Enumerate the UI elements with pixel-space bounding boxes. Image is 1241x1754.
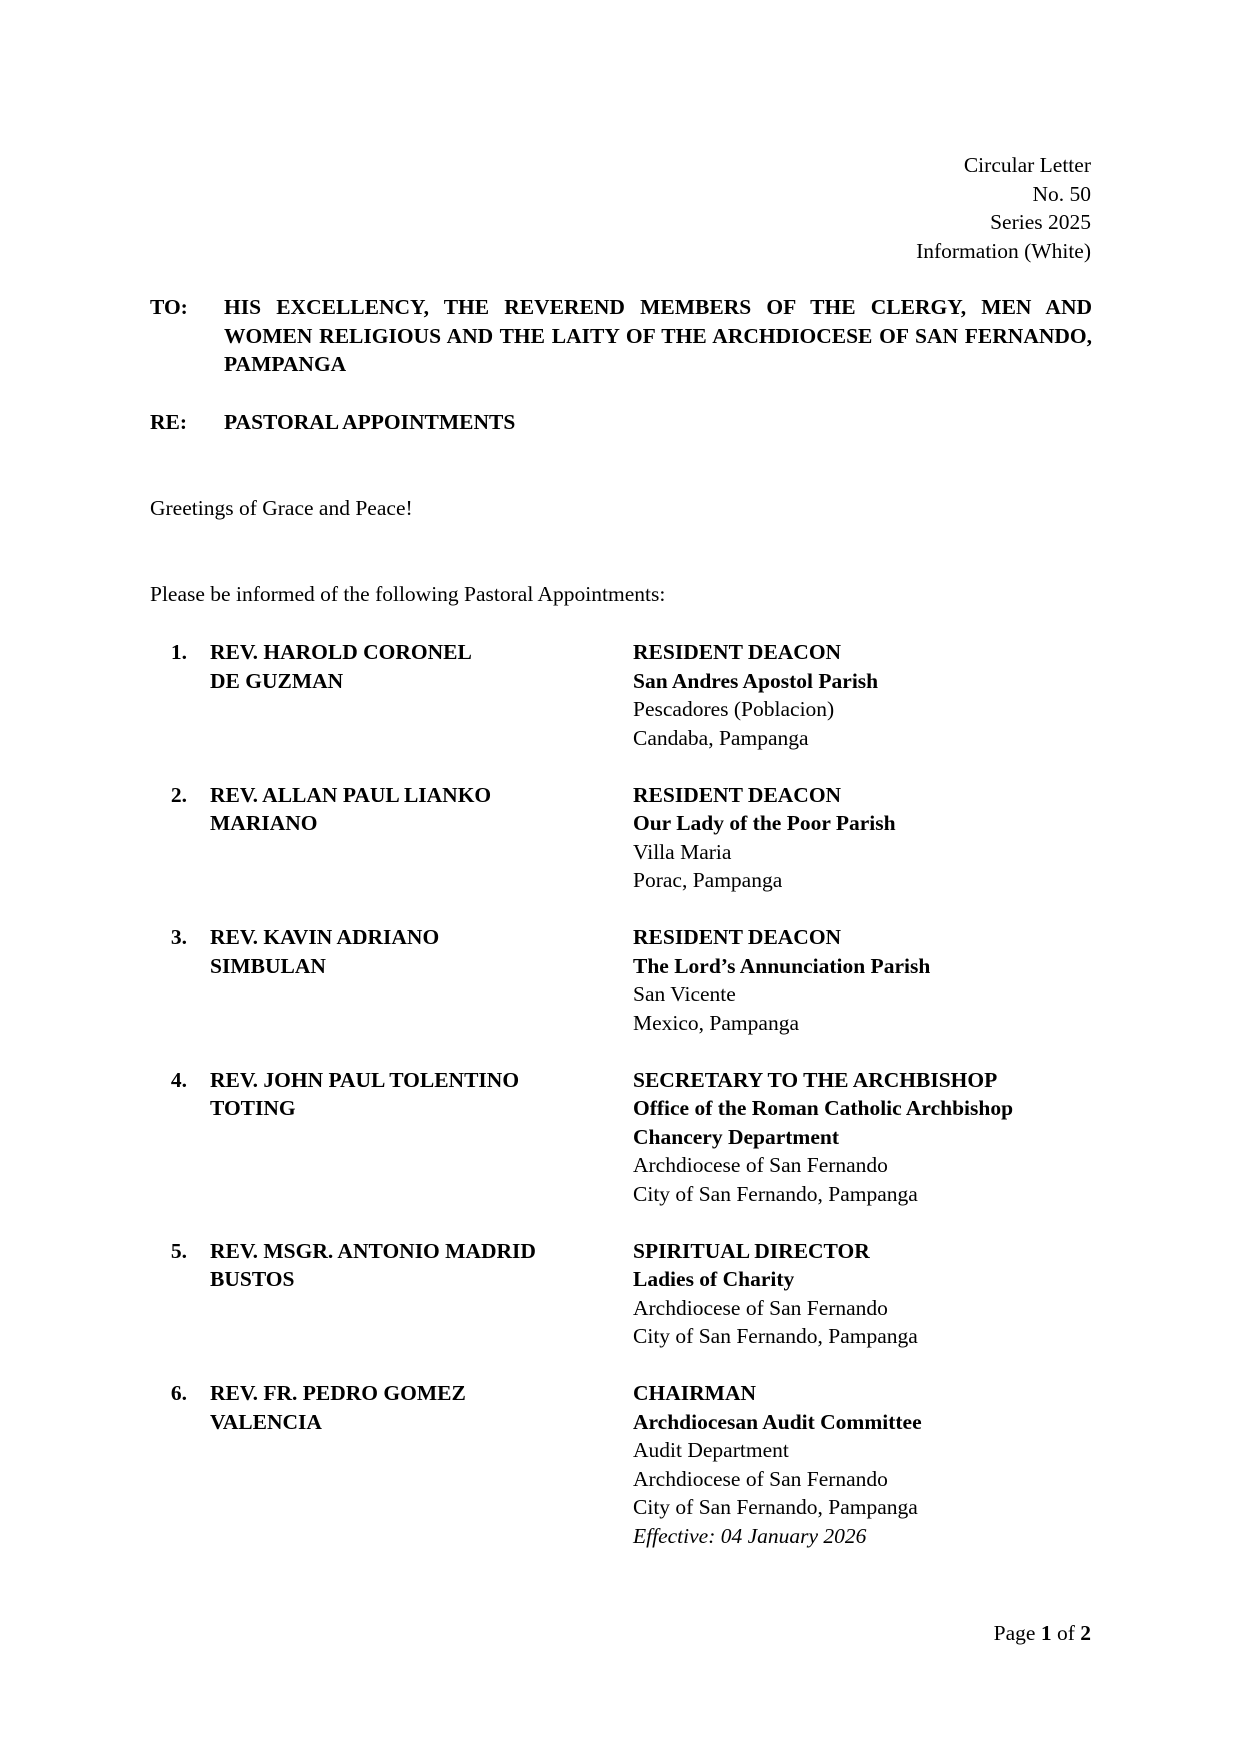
appointment-number: 3. bbox=[170, 925, 187, 949]
assignment-address-line: Porac, Pampanga bbox=[633, 868, 783, 892]
appointee-name bbox=[210, 923, 633, 1037]
appointments-list bbox=[150, 638, 1092, 1579]
appointee-name-line: REV. MSGR. ANTONIO MADRID bbox=[210, 1238, 536, 1263]
circular-letter-title: Circular Letter bbox=[963, 153, 1091, 177]
greeting: Greetings of Grace and Peace! bbox=[150, 496, 413, 520]
assignment-address-line: Mexico, Pampanga bbox=[633, 1010, 799, 1035]
assignment-address-line: City of San Fernando, Pampanga bbox=[633, 1181, 918, 1206]
appointment-number: 2. bbox=[170, 782, 187, 807]
assignment-address-line: Pescadores (Poblacion) bbox=[633, 697, 835, 721]
appointment-number: 6. bbox=[170, 1381, 187, 1405]
appointment-details bbox=[633, 638, 1092, 752]
assignment-address-line: Archdiocese of San Fernando bbox=[633, 1295, 888, 1320]
assignment-address-line: City of San Fernando, Pampanga bbox=[633, 1324, 918, 1348]
appointee-name-line: REV. KAVIN ADRIANO bbox=[210, 925, 440, 949]
appointment-position: RESIDENT DEACON bbox=[633, 782, 842, 807]
appointment-details bbox=[633, 1066, 1092, 1209]
assignment-office: Archdiocesan Audit Committee bbox=[633, 1409, 922, 1434]
assignment-office: Chancery Department bbox=[633, 1124, 839, 1149]
circular-classification: Information (White) bbox=[916, 238, 1091, 263]
appointment-position: CHAIRMAN bbox=[633, 1381, 757, 1405]
assignment-address-line: Archdiocese of San Fernando bbox=[633, 1466, 888, 1491]
assignment-address-line: Candaba, Pampanga bbox=[633, 725, 809, 750]
appointee-name-line: BUSTOS bbox=[210, 1267, 295, 1291]
appointment-item bbox=[150, 638, 1092, 752]
assignment-address-line: San Vicente bbox=[633, 982, 736, 1006]
total-pages: 2 bbox=[1080, 1621, 1091, 1645]
re-label: RE: bbox=[150, 410, 188, 434]
appointment-position: SPIRITUAL DIRECTOR bbox=[633, 1238, 870, 1263]
appointment-item bbox=[150, 923, 1092, 1037]
appointee-name-line: SIMBULAN bbox=[210, 953, 326, 978]
appointee-name bbox=[210, 638, 633, 752]
appointment-number: 5. bbox=[170, 1238, 187, 1263]
appointee-name-line: REV. FR. PEDRO GOMEZ bbox=[210, 1381, 466, 1405]
appointment-details bbox=[633, 781, 1092, 895]
intro-paragraph: Please be informed of the following Pastoral Appointments: bbox=[150, 582, 666, 606]
appointment-item bbox=[150, 1237, 1092, 1351]
appointee-name bbox=[210, 1066, 633, 1209]
appointment-number: 4. bbox=[170, 1067, 187, 1092]
assignment-address-line: Archdiocese of San Fernando bbox=[633, 1153, 888, 1177]
appointee-name bbox=[210, 1237, 633, 1351]
assignment-office: Our Lady of the Poor Parish bbox=[633, 811, 896, 835]
appointment-item bbox=[150, 781, 1092, 895]
assignment-office: Ladies of Charity bbox=[633, 1267, 795, 1291]
appointee-name-line: TOTING bbox=[210, 1096, 296, 1120]
appointment-details bbox=[633, 923, 1092, 1037]
page-word: Page bbox=[993, 1621, 1036, 1645]
of-word: of bbox=[1056, 1621, 1075, 1645]
assignment-office: Office of the Roman Catholic Archbishop bbox=[633, 1096, 1014, 1120]
effective-date: Effective: 04 January 2026 bbox=[633, 1523, 867, 1548]
re-subject: PASTORAL APPOINTMENTS bbox=[224, 410, 516, 434]
to-label: TO: bbox=[150, 295, 188, 319]
assignment-office: San Andres Apostol Parish bbox=[633, 668, 879, 693]
appointee-name-line: DE GUZMAN bbox=[210, 668, 344, 693]
to-recipients: HIS EXCELLENCY, THE REVEREND MEMBERS OF THE CLERGY, MEN AND WOMEN RELIGIOUS AND THE LAITY OF THE ARCHDIOCESE OF SAN FERNANDO, PAMPANGA bbox=[224, 295, 1092, 376]
appointment-item bbox=[150, 1379, 1092, 1550]
appointment-position: RESIDENT DEACON bbox=[633, 925, 842, 949]
appointee-name-line: REV. ALLAN PAUL LIANKO bbox=[210, 782, 492, 807]
appointment-details bbox=[633, 1237, 1092, 1351]
appointment-position: RESIDENT DEACON bbox=[633, 640, 842, 664]
appointee-name-line: REV. HAROLD CORONEL bbox=[210, 640, 472, 664]
appointee-name bbox=[210, 781, 633, 895]
current-page-number: 1 bbox=[1040, 1621, 1052, 1645]
appointment-position: SECRETARY TO THE ARCHBISHOP bbox=[633, 1067, 998, 1092]
appointee-name bbox=[210, 1379, 633, 1550]
assignment-address-line: Villa Maria bbox=[633, 839, 732, 864]
appointee-name-line: VALENCIA bbox=[210, 1409, 322, 1434]
circular-series: Series 2025 bbox=[990, 210, 1091, 234]
assignment-address-line: Audit Department bbox=[633, 1438, 789, 1462]
appointment-item bbox=[150, 1066, 1092, 1209]
appointee-name-line: REV. JOHN PAUL TOLENTINO bbox=[210, 1067, 520, 1092]
appointment-number: 1. bbox=[170, 640, 187, 664]
circular-header bbox=[916, 151, 1091, 265]
appointee-name-line: MARIANO bbox=[210, 811, 318, 835]
page-footer bbox=[994, 1619, 1091, 1648]
assignment-office: The Lord’s Annunciation Parish bbox=[633, 953, 931, 978]
to-line bbox=[150, 293, 1092, 379]
re-line bbox=[150, 408, 1092, 437]
appointment-details bbox=[633, 1379, 1092, 1550]
circular-number: No. 50 bbox=[1032, 181, 1091, 206]
assignment-address-line: City of San Fernando, Pampanga bbox=[633, 1495, 918, 1519]
